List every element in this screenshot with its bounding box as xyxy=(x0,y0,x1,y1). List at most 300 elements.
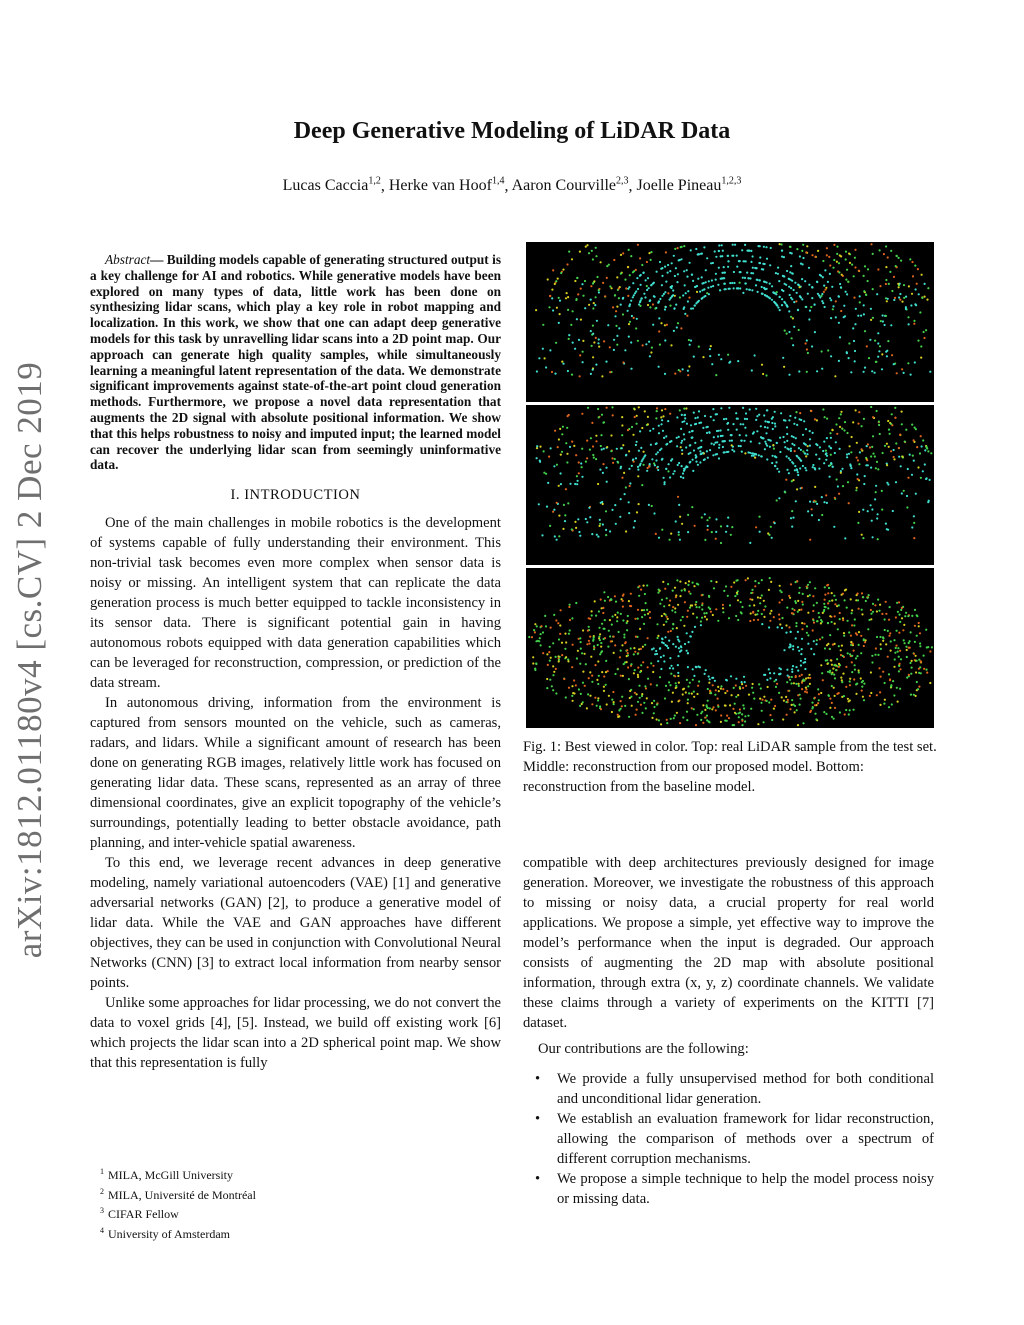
lidar-point xyxy=(853,340,855,342)
lidar-point xyxy=(715,531,717,533)
lidar-point xyxy=(660,656,662,658)
lidar-point xyxy=(853,678,855,680)
lidar-point xyxy=(561,361,563,363)
lidar-point xyxy=(575,684,577,686)
lidar-point xyxy=(605,467,607,469)
lidar-point xyxy=(638,503,640,505)
lidar-point xyxy=(846,456,848,458)
lidar-point xyxy=(571,666,573,668)
lidar-point xyxy=(622,444,624,446)
lidar-point xyxy=(644,685,646,687)
lidar-point xyxy=(733,282,735,284)
lidar-point xyxy=(564,514,566,516)
lidar-point xyxy=(581,652,583,654)
lidar-point xyxy=(865,600,867,602)
lidar-point xyxy=(827,643,829,645)
lidar-point xyxy=(667,292,669,294)
lidar-point xyxy=(830,454,832,456)
lidar-point xyxy=(888,635,890,637)
lidar-point xyxy=(806,245,808,247)
lidar-point xyxy=(798,370,800,372)
lidar-point xyxy=(588,252,590,254)
lidar-point xyxy=(661,267,663,269)
lidar-point xyxy=(816,639,818,641)
lidar-point xyxy=(913,320,915,322)
lidar-point xyxy=(676,627,678,629)
lidar-point xyxy=(623,472,625,474)
lidar-point xyxy=(812,432,814,434)
lidar-point xyxy=(715,279,717,281)
lidar-point xyxy=(582,361,584,363)
lidar-point xyxy=(576,318,578,320)
lidar-point xyxy=(872,317,874,319)
lidar-point xyxy=(814,713,816,715)
lidar-point xyxy=(678,436,680,438)
lidar-point xyxy=(805,677,807,679)
lidar-point xyxy=(898,296,900,298)
lidar-point xyxy=(730,675,732,677)
lidar-point xyxy=(890,250,892,252)
lidar-point xyxy=(720,407,722,409)
lidar-point xyxy=(533,629,535,631)
lidar-point xyxy=(665,621,667,623)
lidar-point xyxy=(824,647,826,649)
lidar-point xyxy=(604,619,606,621)
lidar-point xyxy=(557,278,559,280)
lidar-point xyxy=(743,440,745,442)
lidar-point xyxy=(761,286,763,288)
lidar-point xyxy=(736,266,738,268)
lidar-point xyxy=(890,450,892,452)
lidar-point xyxy=(710,611,712,613)
lidar-point xyxy=(640,664,642,666)
lidar-point xyxy=(621,477,623,479)
lidar-point xyxy=(687,300,689,302)
lidar-point xyxy=(659,449,661,451)
lidar-point xyxy=(823,501,825,503)
lidar-point xyxy=(775,461,777,463)
lidar-point xyxy=(651,717,653,719)
arxiv-stamp-text: arXiv:1812.01180v4 [cs.CV] 2 Dec 2019 xyxy=(10,361,49,959)
lidar-point xyxy=(617,612,619,614)
lidar-point xyxy=(807,643,809,645)
lidar-point xyxy=(669,299,671,301)
lidar-point xyxy=(822,679,824,681)
lidar-point xyxy=(807,677,809,679)
lidar-point xyxy=(602,523,604,525)
lidar-point xyxy=(841,428,843,430)
lidar-point xyxy=(870,455,872,457)
lidar-point xyxy=(720,714,722,716)
lidar-point xyxy=(718,267,720,269)
lidar-point xyxy=(647,678,649,680)
lidar-point xyxy=(771,719,773,721)
lidar-point xyxy=(685,582,687,584)
lidar-point xyxy=(720,542,722,544)
lidar-point xyxy=(899,621,901,623)
lidar-point xyxy=(605,660,607,662)
lidar-point xyxy=(623,634,625,636)
lidar-point xyxy=(882,671,884,673)
lidar-point xyxy=(626,620,628,622)
lidar-point xyxy=(805,444,807,446)
lidar-point xyxy=(707,529,709,531)
lidar-point xyxy=(688,591,690,593)
lidar-point xyxy=(556,539,558,541)
lidar-point xyxy=(812,629,814,631)
lidar-point xyxy=(776,442,778,444)
lidar-point xyxy=(870,609,872,611)
lidar-point xyxy=(628,249,630,251)
lidar-point xyxy=(883,253,885,255)
lidar-point xyxy=(788,457,790,459)
lidar-point xyxy=(678,647,680,649)
lidar-point xyxy=(876,636,878,638)
lidar-point xyxy=(696,291,698,293)
lidar-point xyxy=(534,631,536,633)
lidar-point xyxy=(616,306,618,308)
lidar-point xyxy=(653,295,655,297)
lidar-point xyxy=(918,293,920,295)
lidar-point xyxy=(711,443,713,445)
intro-paragraph-4: Unlike some approaches for lidar processing, we do not convert the data to voxel grids [4], [5]. Instead, we build off existing work [6] which projects the lidar scan into a 2D spherical point map. We show that this representation is fully xyxy=(90,995,501,1072)
lidar-point xyxy=(696,693,698,695)
lidar-point xyxy=(844,599,846,601)
lidar-point xyxy=(882,320,884,322)
lidar-point xyxy=(884,618,886,620)
lidar-point xyxy=(856,442,858,444)
lidar-point xyxy=(558,638,560,640)
lidar-point xyxy=(733,724,735,726)
lidar-point xyxy=(582,351,584,353)
lidar-point xyxy=(690,308,692,310)
lidar-point xyxy=(894,297,896,299)
lidar-point xyxy=(689,593,691,595)
lidar-point xyxy=(717,706,719,708)
lidar-point xyxy=(666,719,668,721)
lidar-point xyxy=(647,666,649,668)
lidar-point xyxy=(801,628,803,630)
lidar-point xyxy=(612,306,614,308)
lidar-point xyxy=(608,630,610,632)
lidar-point xyxy=(622,298,624,300)
lidar-point xyxy=(687,370,689,372)
lidar-point xyxy=(696,616,698,618)
lidar-point xyxy=(657,592,659,594)
lidar-point xyxy=(854,618,856,620)
lidar-point xyxy=(561,433,563,435)
lidar-point xyxy=(725,585,727,587)
lidar-point xyxy=(781,289,783,291)
lidar-point xyxy=(813,500,815,502)
lidar-point xyxy=(553,509,555,511)
lidar-point xyxy=(630,593,632,595)
lidar-point xyxy=(806,625,808,627)
lidar-point xyxy=(636,415,638,417)
lidar-point xyxy=(763,414,765,416)
lidar-point xyxy=(772,428,774,430)
lidar-point xyxy=(818,612,820,614)
lidar-point xyxy=(649,617,651,619)
lidar-point xyxy=(618,327,620,329)
lidar-point xyxy=(574,280,576,282)
lidar-point xyxy=(749,408,751,410)
lidar-point xyxy=(870,671,872,673)
lidar-point xyxy=(799,255,801,257)
lidar-point xyxy=(644,614,646,616)
lidar-point xyxy=(614,595,616,597)
lidar-point xyxy=(853,650,855,652)
lidar-point xyxy=(889,606,891,608)
lidar-point xyxy=(803,420,805,422)
lidar-point xyxy=(559,624,561,626)
lidar-point xyxy=(585,663,587,665)
lidar-point xyxy=(714,250,716,252)
lidar-point xyxy=(842,619,844,621)
lidar-point xyxy=(801,648,803,650)
lidar-point xyxy=(794,417,796,419)
lidar-point xyxy=(886,482,888,484)
lidar-point xyxy=(683,408,685,410)
lidar-point xyxy=(559,428,561,430)
lidar-point xyxy=(618,288,620,290)
lidar-point xyxy=(716,430,718,432)
lidar-point xyxy=(688,692,690,694)
lidar-point xyxy=(713,419,715,421)
lidar-point xyxy=(890,640,892,642)
lidar-point xyxy=(598,346,600,348)
lidar-point xyxy=(807,352,809,354)
lidar-point xyxy=(783,366,785,368)
lidar-point xyxy=(685,691,687,693)
lidar-point xyxy=(895,616,897,618)
lidar-point xyxy=(594,304,596,306)
lidar-point xyxy=(803,662,805,664)
lidar-point xyxy=(831,685,833,687)
lidar-point xyxy=(833,595,835,597)
lidar-point xyxy=(775,686,777,688)
lidar-point xyxy=(901,411,903,413)
lidar-point xyxy=(796,424,798,426)
lidar-point xyxy=(771,285,773,287)
lidar-point xyxy=(923,331,925,333)
lidar-point xyxy=(672,692,674,694)
lidar-point xyxy=(781,617,783,619)
lidar-point xyxy=(606,703,608,705)
lidar-point xyxy=(592,369,594,371)
lidar-point xyxy=(732,255,734,257)
lidar-point xyxy=(856,487,858,489)
lidar-point xyxy=(637,244,639,246)
lidar-point xyxy=(721,244,723,246)
lidar-point xyxy=(579,663,581,665)
lidar-point xyxy=(683,433,685,435)
lidar-point xyxy=(929,682,931,684)
lidar-point xyxy=(738,716,740,718)
lidar-point xyxy=(682,688,684,690)
contribution-list xyxy=(523,1069,934,1209)
lidar-point xyxy=(698,606,700,608)
lidar-point xyxy=(599,469,601,471)
lidar-point xyxy=(925,629,927,631)
lidar-point xyxy=(693,696,695,698)
lidar-point xyxy=(830,317,832,319)
lidar-point xyxy=(684,643,686,645)
lidar-point xyxy=(715,453,717,455)
lidar-point xyxy=(764,605,766,607)
lidar-point xyxy=(741,683,743,685)
lidar-point xyxy=(651,347,653,349)
lidar-point xyxy=(694,626,696,628)
lidar-point xyxy=(853,709,855,711)
lidar-point xyxy=(788,448,790,450)
lidar-point xyxy=(797,309,799,311)
lidar-point xyxy=(890,685,892,687)
lidar-point xyxy=(926,672,928,674)
lidar-point xyxy=(724,283,726,285)
lidar-point xyxy=(646,285,648,287)
right-paragraph: compatible with deep architectures previously designed for image generation. Moreover, we investigate the robustness of this approach to missing or noisy data, a crucial property for real world applications. We propose a simple, yet effective way to improve the model’s performance when the input is degraded. Our approach consists of augmenting the 2D map with absolute positional information, through extra (x, y, z) coordinate channels. We validate these claims through a variety of experiments on the KITTI [7] dataset. xyxy=(523,855,934,1031)
lidar-point xyxy=(684,313,686,315)
lidar-point xyxy=(617,714,619,716)
lidar-point xyxy=(846,293,848,295)
lidar-point xyxy=(766,700,768,702)
lidar-point xyxy=(622,606,624,608)
lidar-point xyxy=(880,648,882,650)
lidar-point xyxy=(818,519,820,521)
lidar-point xyxy=(804,280,806,282)
lidar-point xyxy=(854,669,856,671)
lidar-point xyxy=(674,275,676,277)
lidar-point xyxy=(602,282,604,284)
lidar-point xyxy=(706,432,708,434)
lidar-point xyxy=(594,697,596,699)
lidar-point xyxy=(912,455,914,457)
lidar-point xyxy=(572,644,574,646)
lidar-point xyxy=(687,685,689,687)
lidar-point xyxy=(795,666,797,668)
lidar-point xyxy=(675,594,677,596)
lidar-point xyxy=(713,443,715,445)
lidar-point xyxy=(646,584,648,586)
lidar-point xyxy=(592,282,594,284)
lidar-point xyxy=(794,711,796,713)
lidar-point xyxy=(910,631,912,633)
lidar-point xyxy=(914,361,916,363)
lidar-point xyxy=(757,610,759,612)
lidar-point xyxy=(829,615,831,617)
lidar-point xyxy=(580,288,582,290)
lidar-point xyxy=(915,304,917,306)
lidar-point xyxy=(786,440,788,442)
lidar-point xyxy=(569,483,571,485)
lidar-point xyxy=(694,442,696,444)
lidar-point xyxy=(613,652,615,654)
lidar-point xyxy=(927,501,929,503)
lidar-point xyxy=(645,602,647,604)
lidar-point xyxy=(741,606,743,608)
lidar-point xyxy=(843,632,845,634)
lidar-point xyxy=(768,421,770,423)
lidar-point xyxy=(614,315,616,317)
lidar-point xyxy=(652,303,654,305)
lidar-point xyxy=(860,677,862,679)
lidar-point xyxy=(776,683,778,685)
lidar-point xyxy=(693,708,695,710)
lidar-point xyxy=(636,693,638,695)
lidar-point xyxy=(834,623,836,625)
lidar-point xyxy=(786,669,788,671)
lidar-point xyxy=(641,616,643,618)
lidar-point xyxy=(806,371,808,373)
lidar-point xyxy=(878,667,880,669)
lidar-point xyxy=(584,280,586,282)
lidar-point xyxy=(849,653,851,655)
lidar-point xyxy=(564,648,566,650)
lidar-point xyxy=(610,598,612,600)
lidar-point xyxy=(821,514,823,516)
lidar-point xyxy=(813,604,815,606)
lidar-point xyxy=(660,423,662,425)
lidar-point xyxy=(728,260,730,262)
lidar-point xyxy=(772,455,774,457)
lidar-point xyxy=(768,626,770,628)
lidar-point xyxy=(795,300,797,302)
lidar-point xyxy=(603,675,605,677)
lidar-point xyxy=(913,515,915,517)
lidar-point xyxy=(756,613,758,615)
lidar-point xyxy=(877,342,879,344)
lidar-point xyxy=(785,624,787,626)
lidar-point xyxy=(595,337,597,339)
lidar-point xyxy=(779,601,781,603)
lidar-point xyxy=(620,675,622,677)
lidar-point xyxy=(757,723,759,725)
lidar-point xyxy=(557,655,559,657)
lidar-point xyxy=(695,604,697,606)
lidar-point xyxy=(891,290,893,292)
lidar-point xyxy=(560,454,562,456)
lidar-point xyxy=(621,644,623,646)
lidar-point xyxy=(779,437,781,439)
lidar-point xyxy=(924,449,926,451)
lidar-point xyxy=(906,649,908,651)
lidar-point xyxy=(620,254,622,256)
lidar-point xyxy=(913,653,915,655)
lidar-point xyxy=(909,662,911,664)
lidar-point xyxy=(834,603,836,605)
lidar-point xyxy=(918,668,920,670)
lidar-point xyxy=(901,617,903,619)
lidar-point xyxy=(549,646,551,648)
lidar-point xyxy=(909,640,911,642)
lidar-point xyxy=(839,612,841,614)
lidar-point xyxy=(702,427,704,429)
lidar-point xyxy=(624,642,626,644)
lidar-point xyxy=(816,503,818,505)
lidar-point xyxy=(828,587,830,589)
lidar-point xyxy=(849,709,851,711)
lidar-point xyxy=(894,652,896,654)
lidar-point xyxy=(606,481,608,483)
lidar-point xyxy=(850,371,852,373)
lidar-point xyxy=(534,623,536,625)
lidar-point xyxy=(814,467,816,469)
lidar-point xyxy=(598,675,600,677)
lidar-point xyxy=(751,369,753,371)
lidar-point xyxy=(800,609,802,611)
lidar-point xyxy=(834,452,836,454)
